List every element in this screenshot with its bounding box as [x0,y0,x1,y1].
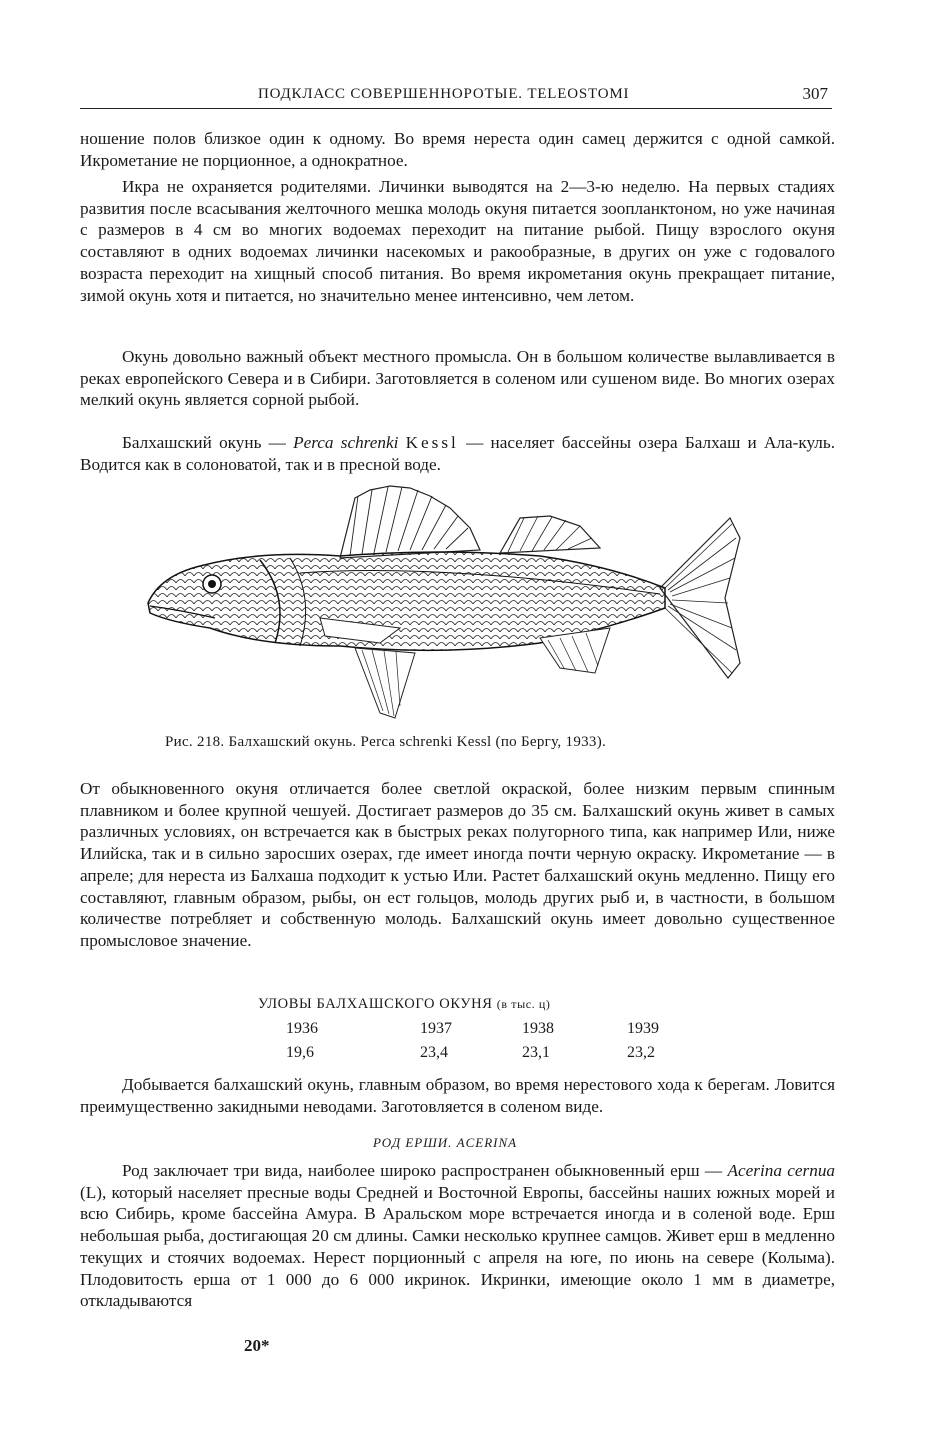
figure-caption: Рис. 218. Балхашский окунь. Perca schrenki Kessl (по Бергу, 1933). [165,734,607,750]
table-title [258,996,550,1013]
table-cell: 1937 [420,1020,452,1037]
paragraph-7 [80,1160,835,1312]
signature-mark: 20* [244,1336,270,1355]
fish-illustration [140,478,840,728]
table-cell: 1939 [627,1020,659,1037]
page-number: 307 [802,84,828,103]
p7-text-a: Род заключает три вида, наиболее широко распространен обыкновенный ерш — [122,1161,728,1180]
paragraph-4 [80,432,835,475]
p4-text-a: Балхашский окунь — [122,433,294,452]
paragraph-3: Окунь довольно важный объект местного промысла. Он в большом количестве вылавливается в реках европейского Севера и в Сибири. Заготовляется в соленом или сушеном виде. Во многих озерах мелкий окунь является сорной рыбой. [80,347,835,410]
species-name-perca-schrenki: Perca schrenki [293,433,399,452]
p4-text-b: — населяет бассейны озера Балхаш и Ала-куль. Водится как в солоноватой, так и в пресной воде. [80,433,836,474]
first-dorsal-fin [340,486,480,558]
table-cell: 23,1 [522,1044,550,1061]
table-cell: 19,6 [286,1044,314,1061]
second-dorsal-fin [500,516,600,553]
p7-text-b: (L), который населяет пресные воды Средней и Восточной Европы, бассейны наших южных морей и всю Сибирь, кроме бассейна Амура. В Аральском море встречается иногда и в соленой воде. Ерш небольшая рыба, достигающая 20 см длины. Самки несколько крупнее самцов. Живет ерш в медленно текущих и стоячих водоемах. Нерест порционный с апреля на юге, по июнь на севере (Колыма). Плодовитость ерша от 1 000 до 6 000 икринок. Икринки, имеющие около 1 мм в диаметре, откладываются [80,1182,835,1311]
paragraph-6: Добывается балхашский окунь, главным образом, во время нерестового хода к берегам. Ловится преимущественно закидными неводами. Заготовляется в соленом виде. [80,1075,835,1116]
table-title-text: УЛОВЫ БАЛХАШСКОГО ОКУНЯ [258,996,493,1012]
section-heading: РОД ЕРШИ. ACERINA [373,1135,518,1150]
running-header [80,84,832,109]
table-unit: (в тыс. ц) [496,997,551,1011]
caudal-fin [660,518,740,678]
table-cell: 1936 [286,1020,318,1037]
paragraph-1: ношение полов близкое один к одному. Во время нереста один самец держится с одной самкой. Икрометание не порционное, а однократное. [80,129,835,170]
species-author: Kessl [405,433,459,452]
table-cell: 23,2 [627,1044,655,1061]
paragraph-2: Икра не охраняется родителями. Личинки выводятся на 2—3-ю неделю. На первых стадиях развития после всасывания желточного мешка молодь окуня питается зоопланктоном, но уже начиная с размеров в 4 см во многих водоемах переходит на питание рыбой. Пищу взрослого окуня составляют в одних водоемах личинки насекомых и ракообразные, в других он уже с годовалого возраста переходит на хищный способ питания. Во время икрометания окунь прекращает питание, зимой окунь хотя и питается, но значительно менее интенсивно, чем летом. [80,177,835,305]
table-cell: 1938 [522,1020,554,1037]
header-title: ПОДКЛАСС СОВЕРШЕННОРОТЫЕ. TELEOSTOMI [258,86,630,102]
paragraph-5: От обыкновенного окуня отличается более светлой окраской, более низким первым спинным плавником и более крупной чешуей. Достигает размеров до 35 см. Балхашский окунь живет в самых различных условиях, он встречается как в быстрых реках полугорного типа, как например Или, ниже Илийска, так и в сильно заросших озерах, где имеет иногда почти черную окраску. Икрометание — в апреле; для нереста из Балхаша подходит к устью Или. Растет балхашский окунь медленно. Пищу его составляют, главным образом, рыбы, он ест гольцов, молодь других рыб и, в частности, в большом количестве потребляет и собственную молодь. Балхашский окунь имеет довольно существенное промысловое значение. [80,779,835,950]
species-name-acerina-cernua: Acerina cernua [727,1161,836,1180]
table-cell: 23,4 [420,1044,448,1061]
